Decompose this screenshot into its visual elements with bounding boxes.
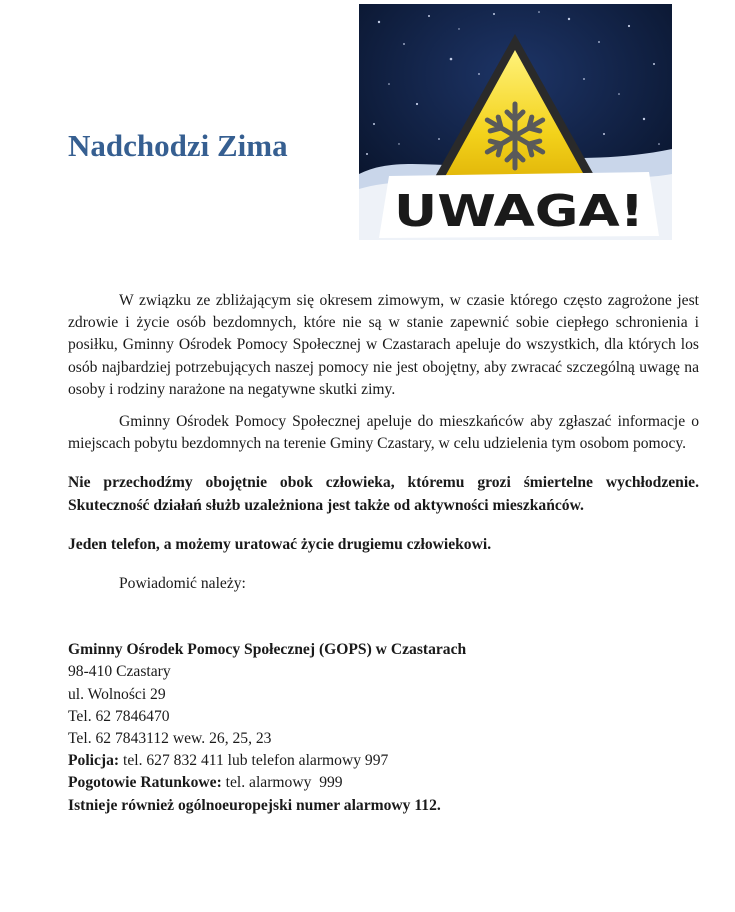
ambulance-number: tel. alarmowy 999: [221, 774, 343, 792]
police-number: tel. 627 832 411 lub telefon alarmowy 997: [119, 752, 389, 770]
document-body: [68, 290, 699, 817]
contact-postal: 98-410 Czastary: [68, 663, 171, 681]
contact-street: ul. Wolności 29: [68, 685, 166, 703]
appeal-paragraph: Nie przechodźmy obojętnie obok człowieka, któremu grozi śmiertelne wychłodzenie. Skuteczność działań służb uzależniona jest także od aktywności mieszkańców.: [68, 474, 699, 514]
emergency-number: Istnieje również ogólnoeuropejski numer alarmowy 112.: [68, 796, 441, 814]
contact-phone-1: Tel. 62 7846470: [68, 707, 170, 725]
contact-phone-2: Tel. 62 7843112 wew. 26, 25, 23: [68, 730, 272, 748]
contact-name: Gminny Ośrodek Pomocy Społecznej (GOPS) w Czastarach: [68, 641, 467, 659]
warning-image: [359, 4, 672, 240]
intro-paragraph: W związku ze zbliżającym się okresem zimowym, w czasie którego często zagrożone jest zdrowie i życie osób bezdomnych, które nie są w stanie zapewnić sobie ciepłego schronienia i posiłku, Gminny Ośrodek Pomocy Społecznej w Czastarach apeluje do wszystkich, dla których los osób najbardziej potrzebujących naszej pomocy nie jest obojętny, aby zwracać szczególną uwagę na osoby i rodziny narażone na negatywne skutki zimy.: [68, 292, 699, 398]
contact-block: [68, 639, 699, 750]
phone-slogan: Jeden telefon, a możemy uratować życie drugiemu człowiekowi.: [68, 535, 492, 553]
police-label: Policja:: [68, 752, 120, 770]
notify-label: Powiadomić należy:: [119, 575, 246, 593]
police-line: [68, 750, 699, 772]
warning-banner-text: UWAGA!: [394, 186, 644, 237]
info-paragraph: Gminny Ośrodek Pomocy Społecznej apeluje do mieszkańców aby zgłaszać informacje o miejscach pobytu bezdomnych na terenie Gminy Czastary, w celu udzielenia tym osobom pomocy.: [68, 413, 699, 453]
page-title: Nadchodzi Zima: [68, 128, 288, 163]
ambulance-line: [68, 772, 699, 794]
ambulance-label: Pogotowie Ratunkowe:: [68, 774, 222, 792]
